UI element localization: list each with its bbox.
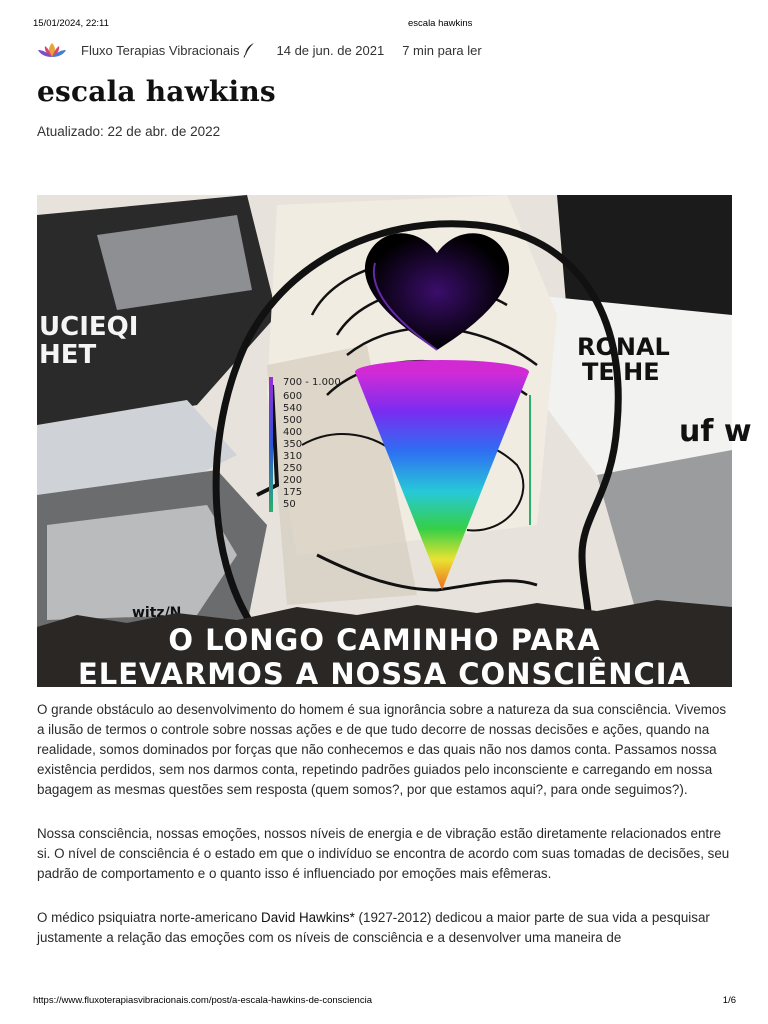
paragraph-text: O médico psiquiatra norte-americano: [37, 910, 262, 925]
print-header: [0, 18, 768, 30]
scale-label: 600: [283, 391, 303, 402]
updated-date: Atualizado: 22 de abr. de 2022: [37, 124, 221, 139]
svg-text:witz/N: witz/N: [132, 605, 182, 621]
paragraph: [37, 908, 732, 948]
svg-text:UCIEQI: UCIEQI: [39, 312, 139, 342]
writer-badge-icon: [243, 42, 255, 58]
scale-label: 175: [283, 487, 303, 498]
svg-text:HET: HET: [39, 340, 97, 370]
scale-label: 250: [283, 463, 303, 474]
paragraph: O grande obstáculo ao desenvolvimento do homem é sua ignorância sobre a natureza da sua consciência. Vivemos a ilusão de termos o controle sobre nossas ações e de que tudo decorre de nossas decisões e ações, quando na realidade, somos dominados por forças que não conhecemos e das quais não nos damos conta. Passamos nossa existência perdidos, sem nos darmos conta, repetindo padrões guiados pelo inconsciente e carregando em nossa bagagem as mesmas questões sem resposta (quem somos?, por que estamos aqui?, para onde seguimos?).: [37, 702, 727, 797]
print-page-title: escala hawkins: [408, 18, 473, 29]
post-meta: [37, 40, 482, 60]
svg-text:uf w: uf w: [679, 414, 752, 449]
scale-label: 700 - 1.000: [283, 377, 341, 388]
hero-image: [37, 195, 752, 691]
scale-label: 200: [283, 475, 303, 486]
scale-label: 540: [283, 403, 303, 414]
collage-illustration: [37, 195, 752, 687]
print-url: https://www.fluxoterapiasvibracionais.com/post/a-escala-hawkins-de-consciencia: [33, 995, 372, 1006]
read-time: 7 min para ler: [402, 42, 482, 58]
print-page-number: 1/6: [722, 995, 736, 1006]
author-name[interactable]: Fluxo Terapias Vibracionais: [81, 42, 240, 58]
post-title: escala hawkins: [37, 75, 276, 108]
print-footer: [0, 995, 768, 1007]
scale-label: 500: [283, 415, 303, 426]
scale-label: 50: [283, 499, 296, 510]
print-datetime: 15/01/2024, 22:11: [33, 18, 109, 29]
svg-text:RONAL: RONAL: [577, 333, 670, 361]
scale-label: 350: [283, 439, 303, 450]
scale-label: 310: [283, 451, 303, 462]
paragraph-text: (1927-2012) dedicou a maior parte de sua vida a pesquisar justamente a relação das emoções com os níveis de consciência e a desenvolver uma maneira de: [37, 910, 710, 945]
svg-text:TE HE: TE HE: [582, 358, 660, 386]
article-body: [37, 700, 732, 972]
publish-date: 14 de jun. de 2021: [276, 42, 385, 58]
david-hawkins-link[interactable]: David Hawkins*: [261, 910, 355, 925]
hero-caption-line2: ELEVARMOS A NOSSA CONSCIÊNCIA: [77, 657, 692, 691]
paragraph: Nossa consciência, nossas emoções, nossos níveis de energia e de vibração estão diretamente relacionados entre si. O nível de consciência é o estado em que o indivíduo se encontra de acordo com suas tomadas de decisões, seu padrão de comportamento e o quanto isso é influenciado por emoções mais efêmeras.: [37, 826, 730, 881]
lotus-logo-icon[interactable]: [37, 40, 67, 60]
hero-caption-line1: O LONGO CAMINHO PARA: [168, 623, 601, 657]
scale-label: 400: [283, 427, 303, 438]
